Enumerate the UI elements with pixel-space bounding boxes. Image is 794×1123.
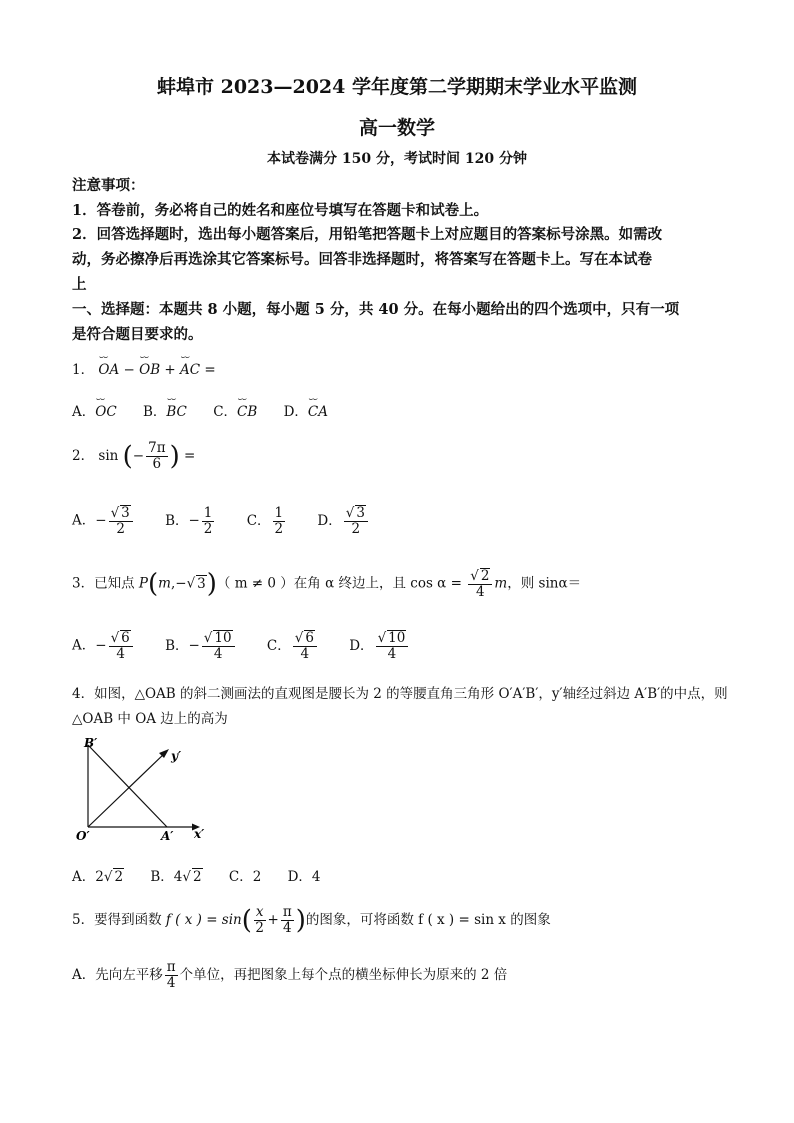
q1-option-a: ⌣⌣ OC <box>95 404 116 420</box>
q2-option-a-label: A． <box>72 512 96 529</box>
q2-fraction: $\frac{7\pi}{6}$ <box>148 440 166 472</box>
q1-option-b-label: B． <box>142 404 167 420</box>
section1-line2: 是符合题目要求的。 <box>72 326 203 343</box>
note-2-line3: 上 <box>72 276 87 293</box>
exam-info: 本试卷满分 150 分，考试时间 120 分钟 <box>267 151 527 167</box>
exam-title: 蚌埠市 2023—2024 学年度第二学期期末学业水平监测 <box>157 76 637 98</box>
label-A: A′ <box>161 829 174 842</box>
q1-options <box>72 400 328 420</box>
q3-option-c: $\frac{√ 6}{4}$ <box>293 630 317 662</box>
q3-options: A．− $\frac{√ 6}{4}$ B．− $\frac{√ 10}{4}$ C． $\frac{√ 6}{4}$ D． $\frac{√ 10}{4}$ <box>72 630 410 662</box>
q2-option-c: $\frac{1}{2}$ <box>274 504 284 537</box>
q4-figure <box>70 730 220 842</box>
question-2: 2． sin (− $\frac{7\pi}{6}$ ) = <box>72 440 196 472</box>
q2-option-d-label: D． <box>317 512 342 529</box>
q4-option-c: C．2 <box>228 869 262 885</box>
question-4-line1: 4．如图，△OAB 的斜二测画法的直观图是腰长为 2 的等腰直角三角形 O′A′B′，y′轴经过斜边 A′B′的中点，则 <box>72 686 728 702</box>
q3-option-b: $\frac{√ 10}{4}$ <box>202 630 235 662</box>
question-1 <box>72 358 216 378</box>
q4-options: A．2√ 2 B．4√ 2 C．2 D．4 <box>72 869 321 885</box>
q1-option-c: ⌣⌣ CB <box>237 404 257 420</box>
q2-option-d: $\frac{√ 3}{2}$ <box>344 505 368 537</box>
q2-option-b-label: B． <box>165 512 189 529</box>
exam-subject: 高一数学 <box>358 117 435 139</box>
q2-fn: sin <box>98 448 119 464</box>
q2-options: A．− $\frac{√ 3}{2}$ B．− $\frac{1}{2}$ C． $\frac{1}{2}$ D． $\frac{√ 3}{2}$ <box>72 505 370 537</box>
y-axis <box>88 752 166 827</box>
label-B: B′ <box>84 736 98 750</box>
label-y: y′ <box>171 749 182 763</box>
q2-option-c-label: C． <box>246 512 271 529</box>
q1-option-b: ⌣⌣ BC <box>166 404 187 420</box>
q1-op-1: − <box>123 362 135 378</box>
q1-option-c-label: C． <box>213 404 238 420</box>
q1-vector-1: ⌣⌣ OA <box>98 362 119 378</box>
q1-option-a-label: A． <box>72 404 96 420</box>
q3-option-d: $\frac{√ 10}{4}$ <box>376 630 409 662</box>
q1-op-2: + <box>164 362 176 378</box>
label-x: x′ <box>194 827 205 841</box>
q1-vector-2: ⌣⌣ OB <box>139 362 160 378</box>
label-O: O′ <box>76 829 90 842</box>
q4-option-d: D．4 <box>287 869 321 885</box>
q2-neg: − <box>132 448 145 464</box>
note-1: 1．答卷前，务必将自己的姓名和座位号填写在答题卡和试卷上。 <box>72 202 489 219</box>
question-4-line2: △OAB 中 OA 边上的高为 <box>72 711 228 727</box>
notes-heading: 注意事项： <box>72 177 145 194</box>
note-2-line2: 动，务必擦净后再选涂其它答案标号。回答非选择题时，将答案写在答题卡上。写在本试卷 <box>72 251 652 268</box>
q2-option-a: $\frac{√ 3}{2}$ <box>109 505 133 537</box>
q2-number: 2． <box>72 448 95 464</box>
note-2-line1: 2．回答选择题时，选出每小题答案后，用铅笔把答题卡上对应题目的答案标号涂黑。如需改 <box>72 226 663 243</box>
q3-option-a: $\frac{√ 6}{4}$ <box>109 630 133 662</box>
q1-vector-3: ⌣⌣ AC <box>180 362 200 378</box>
section1-line1: 一、选择题：本题共 8 小题，每小题 5 分，共 40 分。在每小题给出的四个选项中，只有一项 <box>72 301 680 318</box>
q3-cos-fraction: $\frac{√ 2}{4}$ <box>468 568 492 600</box>
question-3: 3．已知点 P(m,−√ 3)（ m ≠ 0 ）在角 α 终边上，且 cos α = $\frac{√ 2}{4}$ m，则 sinα＝ <box>72 568 582 600</box>
q1-eq: = <box>204 362 216 378</box>
segment-BA <box>88 745 167 827</box>
q2-option-b: $\frac{1}{2}$ <box>203 504 213 537</box>
q5-option-a: A．先向左平移 $\frac{\pi}{4}$ 个单位，再把图象上每个点的横坐标伸长为原来的 2 倍 <box>72 959 508 991</box>
q1-option-d-label: D． <box>283 404 308 420</box>
q1-option-d: ⌣⌣ CA <box>308 404 328 420</box>
q2-eq: = <box>184 448 196 464</box>
q1-number: 1． <box>72 362 95 378</box>
question-5: 5．要得到函数 f ( x ) = sin( $\frac{x}{2}$ + $\frac{\pi}{4}$ )的图象，可将函数 f ( x ) = sin x 的图象 <box>72 904 551 936</box>
